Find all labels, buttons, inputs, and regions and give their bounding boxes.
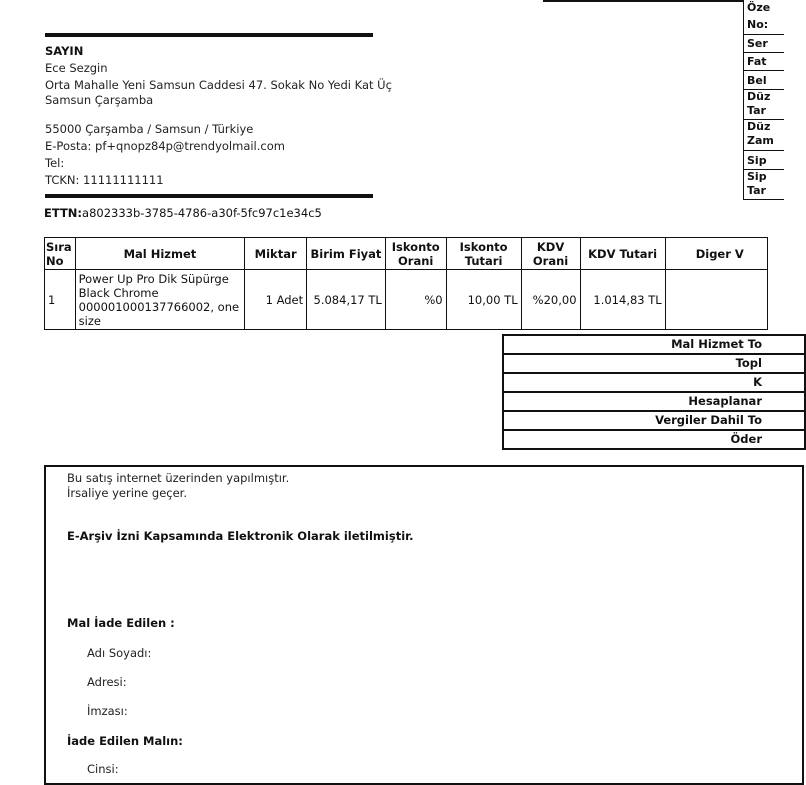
col-header-vat-rate: KDV Orani <box>521 238 580 270</box>
return-signature-field: İmzası: <box>87 704 128 718</box>
col-header-item: Mal Hizmet <box>75 238 245 270</box>
note-internet-sale: Bu satış internet üzerinden yapılmıştır. <box>67 471 290 485</box>
col-header-no: Sıra No <box>45 238 76 270</box>
recipient-heading: SAYIN <box>45 44 84 58</box>
col-header-discount-rate: Iskonto Orani <box>385 238 446 270</box>
info-cell: Düz <box>747 120 771 133</box>
col-header-unit-price: Birim Fiyat <box>307 238 386 270</box>
invoice-items-table <box>44 237 768 330</box>
info-cell: Sip <box>747 170 767 183</box>
returned-goods-type-field: Cinsi: <box>87 762 119 776</box>
ettn-line <box>44 206 322 220</box>
header-top-rule <box>543 0 743 2</box>
info-cell: Fat <box>744 53 784 71</box>
recipient-city: 55000 Çarşamba / Samsun / Türkiye <box>45 122 254 136</box>
info-cell: Zam <box>744 134 784 151</box>
info-cell: Tar <box>744 184 784 200</box>
cell-no: 1 <box>45 270 76 330</box>
totals-row: Hesaplanar <box>504 393 804 412</box>
info-cell: Sip <box>744 151 784 170</box>
note-waybill: İrsaliye yerine geçer. <box>67 486 188 500</box>
totals-row: Vergiler Dahil To <box>504 412 804 431</box>
return-name-field: Adı Soyadı: <box>87 646 152 660</box>
cell-description: Power Up Pro Dik Süpürge Black Chrome 000001000137766002, one size <box>75 270 245 330</box>
cell-other <box>665 270 767 330</box>
notes-box <box>44 465 804 785</box>
info-cell: Bel <box>744 71 784 90</box>
totals-row: Topl <box>504 355 804 374</box>
totals-row: K <box>504 374 804 393</box>
ettn-value: a802333b-3785-4786-a30f-5fc97c1e34c5 <box>82 206 322 220</box>
col-header-quantity: Miktar <box>245 238 307 270</box>
info-cell: Ser <box>744 35 784 53</box>
cell-discount-rate: %0 <box>385 270 446 330</box>
table-header-row <box>45 238 768 270</box>
cell-vat-amount: 1.014,83 TL <box>580 270 665 330</box>
cell-vat-rate: %20,00 <box>521 270 580 330</box>
cell-quantity: 1 Adet <box>245 270 307 330</box>
invoice-info-table <box>743 0 784 200</box>
recipient-top-rule <box>45 33 373 37</box>
totals-table <box>502 334 806 450</box>
returned-goods-heading: İade Edilen Malın: <box>67 734 183 748</box>
recipient-phone: Tel: <box>45 156 65 170</box>
recipient-address-line1: Orta Mahalle Yeni Samsun Caddesi 47. Sokak No Yedi Kat Üç <box>45 78 392 92</box>
info-cell: Tar <box>744 104 784 120</box>
totals-row: Mal Hizmet To <box>504 336 804 355</box>
col-header-discount-amount: Iskonto Tutari <box>446 238 521 270</box>
col-header-vat-amount: KDV Tutari <box>580 238 665 270</box>
cell-unit-price: 5.084,17 TL <box>307 270 386 330</box>
ettn-label: ETTN: <box>44 206 83 220</box>
note-earsiv: E-Arşiv İzni Kapsamında Elektronik Olarak iletilmiştir. <box>67 529 414 543</box>
info-cell: No: <box>744 18 784 35</box>
info-cell: Düz <box>747 90 771 103</box>
return-heading: Mal İade Edilen : <box>67 616 175 630</box>
col-header-other: Diger V <box>665 238 767 270</box>
recipient-name: Ece Sezgin <box>45 61 108 75</box>
recipient-email: E-Posta: pf+qnopz84p@trendyolmail.com <box>45 139 285 153</box>
return-address-field: Adresi: <box>87 675 127 689</box>
cell-discount-amount: 10,00 TL <box>446 270 521 330</box>
recipient-tckn: TCKN: 11111111111 <box>45 173 164 187</box>
info-cell: Öze <box>747 1 771 14</box>
recipient-bottom-rule <box>45 194 373 198</box>
recipient-address-line2: Samsun Çarşamba <box>45 93 154 107</box>
table-row <box>45 270 768 330</box>
totals-row: Öder <box>504 431 804 450</box>
